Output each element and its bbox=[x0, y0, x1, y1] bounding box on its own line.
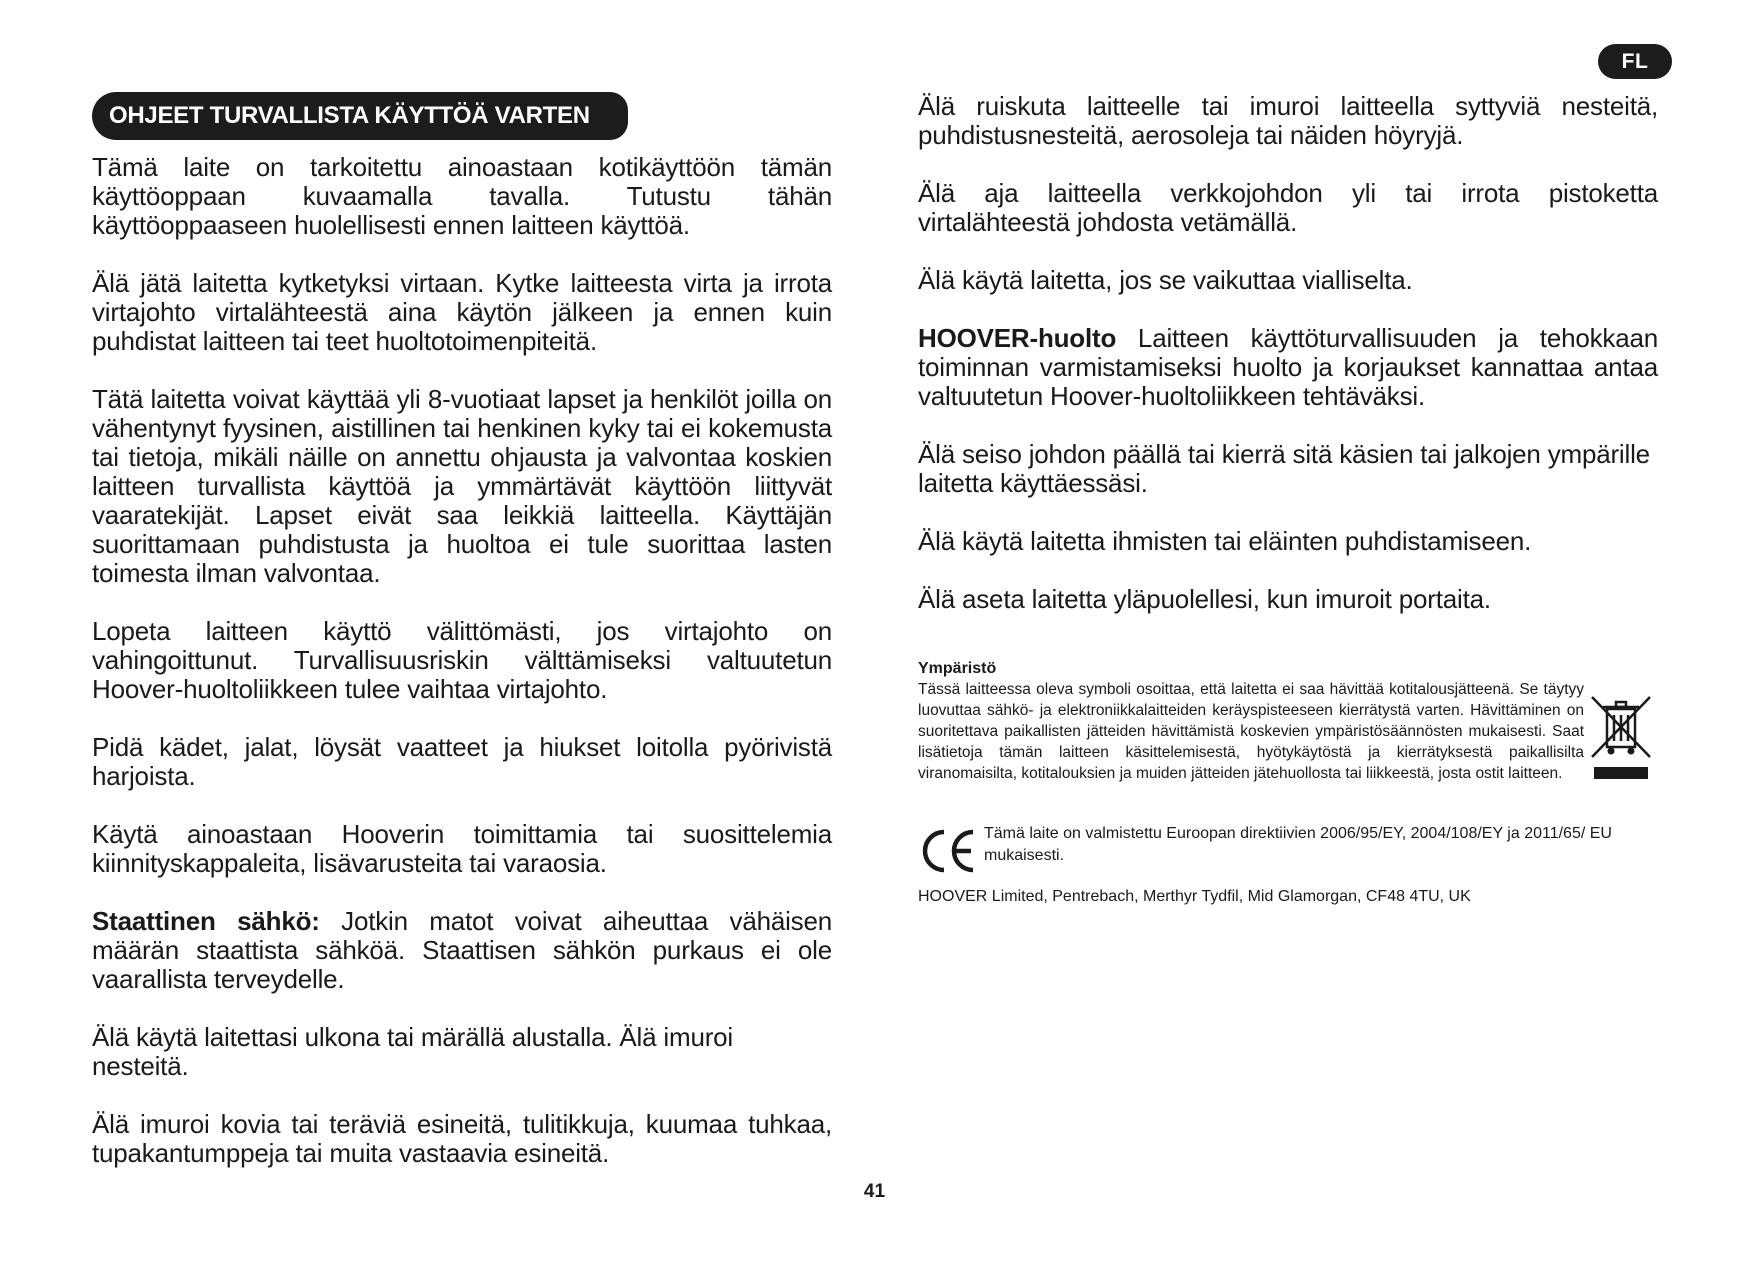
page-number: 41 bbox=[863, 1181, 886, 1202]
weee-crossed-bin-icon bbox=[1588, 687, 1658, 787]
hoover-service-label: HOOVER-huolto bbox=[918, 323, 1117, 353]
paragraph-hoover-service bbox=[918, 324, 1658, 411]
environment-section bbox=[918, 658, 1658, 787]
static-electricity-label: Staattinen sähkö: bbox=[92, 906, 320, 936]
paragraph-people-animals: Älä käytä laitetta ihmisten tai eläinten puhdistamiseen. bbox=[918, 526, 1532, 556]
paragraph-outdoor-use: Älä käytä laitettasi ulkona tai märällä alustalla. Älä imuroi nesteitä. bbox=[92, 1022, 733, 1081]
company-address: HOOVER Limited, Pentrebach, Merthyr Tydfil, Mid Glamorgan, CF48 4TU, UK bbox=[918, 888, 1471, 905]
paragraph-faulty-appliance: Älä käytä laitetta, jos se vaikuttaa vialliselta. bbox=[918, 265, 1413, 295]
paragraph-hard-objects: Älä imuroi kovia tai teräviä esineitä, tulitikkuja, kuumaa tuhkaa, tupakantumppeja tai muita vastaavia esineitä. bbox=[92, 1109, 832, 1168]
ce-section bbox=[918, 823, 1658, 876]
paragraph-accessories: Käytä ainoastaan Hooverin toimittamia tai suosittelemia kiinnityskappaleita, lisävarusteita tai varaosia. bbox=[92, 819, 832, 878]
ce-statement: Tämä laite on valmistettu Euroopan direktiivien 2006/95/EY, 2004/108/EY ja 2011/65/ EU mukaisesti. bbox=[984, 825, 1612, 864]
paragraph-children: Tätä laitetta voivat käyttää yli 8-vuotiaat lapset ja henkilöt joilla on vähentynyt fyysinen, aistillinen tai henkinen kyky tai ei kokemusta tai tietoja, mikäli näille on annettu ohjausta ja valvontaa koskien laitteen turvallista käyttöä ja ymmärtävät käyttöön liittyvät vaaratekijät. Lapset eivät saa leikkiä laitteella. Käyttäjän suorittamaan puhdistusta ja huoltoa ei tule suorittaa lasten toimesta ilman valvontaa. bbox=[92, 384, 832, 588]
paragraph-damaged-cord: Lopeta laitteen käyttö välittömästi, jos virtajohto on vahingoittunut. Turvallisuusriskin välttämiseksi valtuutetun Hoover-huoltoliikkeen tulee vaihtaa virtajohto. bbox=[92, 616, 832, 704]
paragraph-rotating-brushes: Pidä kädet, jalat, löysät vaatteet ja hiukset loitolla pyörivistä harjoista. bbox=[92, 732, 832, 791]
hoover-service-text: Laitteen käyttöturvallisuuden ja tehokkaan toiminnan varmistamiseksi huolto ja korjaukset kannattaa antaa valtuutetun Hoover-huoltoliikkeen tehtäväksi. bbox=[918, 323, 1658, 411]
paragraph-stairs: Älä aseta laitetta yläpuolellesi, kun imuroit portaita. bbox=[918, 584, 1491, 614]
paragraph-cord-handling: Älä aja laitteella verkkojohdon yli tai irrota pistoketta virtalähteestä johdosta vetämällä. bbox=[918, 178, 1658, 237]
paragraph-flammable-liquids: Älä ruiskuta laitteelle tai imuroi laitteella syttyviä nesteitä, puhdistusnesteitä, aerosoleja tai näiden höyryjä. bbox=[918, 91, 1658, 150]
right-column bbox=[918, 92, 1658, 614]
language-badge: FL bbox=[1598, 44, 1672, 79]
environment-title: Ympäristö bbox=[918, 660, 997, 677]
paragraph-static-electricity bbox=[92, 907, 832, 994]
section-heading: OHJEET TURVALLISTA KÄYTTÖÄ VARTEN bbox=[92, 92, 628, 140]
environment-text: Tässä laitteessa oleva symboli osoittaa, että laitetta ei saa hävittää kotitalousjätteenä. Se täytyy luovuttaa sähkö- ja elektroniikkalaitteiden keräyspisteeseen kierrätystä varten. Hävittäminen on suoritettava paikallisten jätteiden hävittämistä koskevien ympäristösäännösten mukaisesti. Saat lisätietoja tämän laitteen käsittelemisestä, hyötykäytöstä ja kierrätyksestä paikallisilta viranomaisilta, kotitalouksien ja muiden jätteiden jätehuollosta tai liikkeestä, josta ostit laitteen. bbox=[918, 681, 1584, 782]
paragraph-unplug: Älä jätä laitetta kytketyksi virtaan. Kytke laitteesta virta ja irrota virtajohto virtalähteestä aina käytön jälkeen ja ennen kuin puhdistat laitteen tai teet huoltotoimenpiteitä. bbox=[92, 268, 832, 356]
static-electricity-text: Jotkin matot voivat aiheuttaa vähäisen määrän staattista sähköä. Staattisen sähkön purkaus ei ole vaarallista terveydelle. bbox=[92, 906, 832, 994]
left-column bbox=[92, 153, 832, 1168]
paragraph-household-use: Tämä laite on tarkoitettu ainoastaan kotikäyttöön tämän käyttöoppaan kuvaamalla tavalla. Tutustu tähän käyttöoppaaseen huolellisesti ennen laitteen käyttöä. bbox=[92, 152, 832, 240]
ce-mark-icon bbox=[918, 826, 978, 876]
paragraph-cord-standing: Älä seiso johdon päällä tai kierrä sitä käsien tai jalkojen ympärille laitetta käyttäessäsi. bbox=[918, 439, 1650, 498]
